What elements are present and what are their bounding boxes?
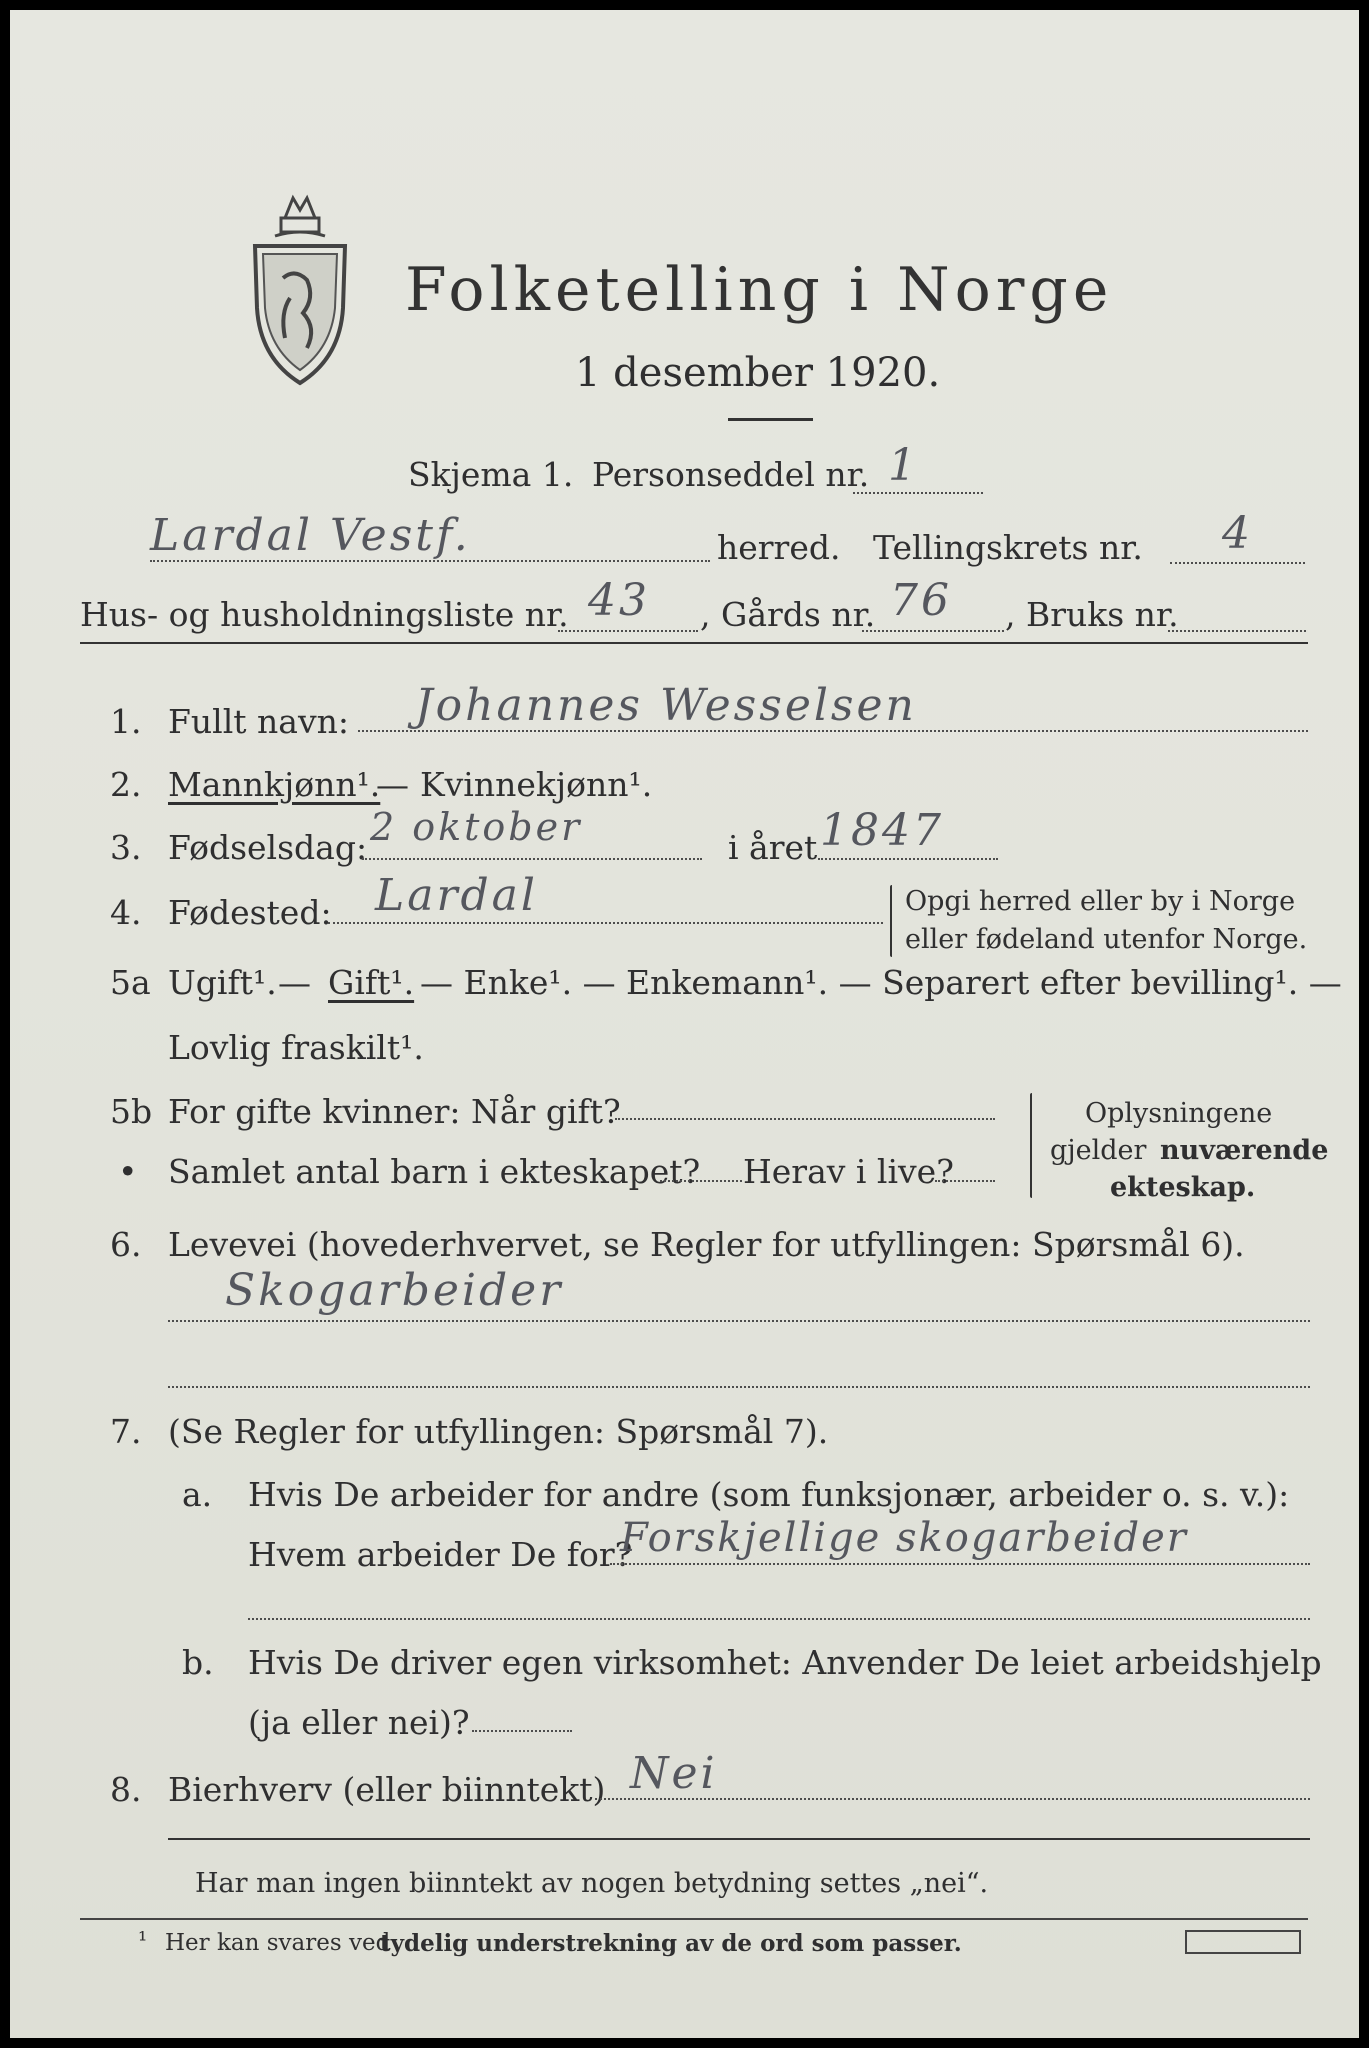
q5b-children-label: Samlet antal barn i ekteskapet? — [168, 1152, 701, 1191]
q2-number: 2. — [110, 765, 142, 804]
q6-label: Levevei (hovederhvervet, se Regler for utfyllingen: Spørsmål 6). — [168, 1225, 1245, 1264]
q5b-note-line2b: nuværende — [1160, 1135, 1329, 1166]
q7-label: (Se Regler for utfyllingen: Spørsmål 7). — [168, 1412, 829, 1451]
tellingskrets-value: 4 — [1222, 508, 1253, 559]
footnote-number: ¹ — [138, 1928, 148, 1954]
q3-year-value: 1847 — [820, 805, 944, 856]
q2-male: Mannkjønn¹. — [168, 765, 381, 804]
coat-of-arms-icon — [245, 188, 355, 388]
printer-mark-icon — [1185, 1930, 1301, 1954]
q4-number: 4. — [110, 893, 142, 932]
q3-year-label: i året — [728, 828, 818, 867]
q3-number: 3. — [110, 828, 142, 867]
q7a-label: Hvis De arbeider for andre (som funksjonær, arbeider o. s. v.): — [248, 1475, 1290, 1514]
q4-note-brace — [890, 885, 892, 957]
q5b-number: 5b — [110, 1092, 153, 1131]
bruks-label: , Bruks nr. — [1005, 595, 1179, 634]
q1-label: Fullt navn: — [168, 702, 349, 741]
q4-note-line2: eller fødeland utenfor Norge. — [905, 924, 1308, 955]
hus-line — [558, 630, 698, 632]
q7-number: 7. — [110, 1412, 142, 1451]
q7b-question: (ja eller nei)? — [248, 1703, 470, 1742]
tellingskrets-line — [1170, 562, 1305, 564]
q5a-number: 5a — [110, 963, 151, 1002]
personseddel-line — [853, 492, 983, 494]
bruks-line — [1168, 630, 1306, 632]
gards-label: , Gårds nr. — [700, 595, 876, 634]
footer-divider — [168, 1838, 1310, 1840]
q7b-letter: b. — [182, 1643, 214, 1682]
q7a-value: Forskjellige skogarbeider — [620, 1515, 1188, 1561]
footnote-text-b: tydelig understrekning av de ord som passer. — [380, 1930, 962, 1957]
q5b-alive-line — [935, 1180, 995, 1182]
footer-note: Har man ingen biinntekt av nogen betydning settes „nei“. — [195, 1868, 989, 1899]
q8-number: 8. — [110, 1770, 142, 1809]
q5a-line2: Lovlig fraskilt¹. — [168, 1028, 424, 1067]
q7a-line — [610, 1563, 1310, 1565]
q5a-rest: — Enke¹. — Enkemann¹. — Separert efter bevilling¹. — — [420, 963, 1342, 1002]
q2-female: Kvinnekjønn¹. — [420, 765, 653, 804]
q5b-bullet: • — [118, 1152, 138, 1191]
q5b-alive-label: Herav i live? — [743, 1152, 954, 1191]
herred-label: herred. — [717, 528, 841, 567]
q5a-gift: Gift¹. — [328, 963, 415, 1002]
q1-number: 1. — [110, 702, 142, 741]
q7b-line — [472, 1730, 572, 1732]
q8-value: Nei — [630, 1748, 718, 1799]
gards-value: 76 — [890, 575, 952, 626]
q4-label: Fødested: — [168, 893, 332, 932]
gards-line — [862, 630, 1004, 632]
q7a-question: Hvem arbeider De for? — [248, 1535, 633, 1574]
q3-label: Fødselsdag: — [168, 828, 368, 867]
hus-value: 43 — [588, 575, 650, 626]
q4-line — [328, 922, 883, 924]
q4-value: Lardal — [375, 870, 538, 921]
tellingskrets-label: Tellingskrets nr. — [873, 528, 1143, 567]
q3-line — [362, 858, 702, 860]
q6-number: 6. — [110, 1225, 142, 1264]
q6-line1 — [168, 1320, 1310, 1322]
herred-value: Lardal Vestf. — [150, 510, 471, 561]
q5a-ugift: Ugift¹. — [168, 963, 277, 1002]
q7b-label: Hvis De driver egen virksomhet: Anvender De leiet arbeidshjelp — [248, 1643, 1322, 1682]
header-divider — [80, 642, 1308, 644]
q4-note-line1: Opgi herred eller by i Norge — [905, 886, 1296, 917]
census-date: 1 desember 1920. — [575, 350, 941, 396]
footnote-text-a: Her kan svares ved — [165, 1930, 391, 1956]
q5b-line — [615, 1118, 995, 1120]
q5b-note-brace — [1030, 1093, 1032, 1198]
hus-label: Hus- og husholdningsliste nr. — [80, 595, 569, 634]
q3-year-line — [818, 858, 998, 860]
q2-separator: — — [376, 765, 409, 804]
q7a-letter: a. — [182, 1475, 213, 1514]
q1-value: Johannes Wesselsen — [415, 680, 917, 731]
personseddel-label: Personseddel nr. — [592, 455, 870, 494]
skjema-label: Skjema 1. — [408, 455, 574, 494]
q7a-line2 — [248, 1618, 1310, 1620]
q3-value: 2 oktober — [370, 805, 583, 849]
q6-line2 — [168, 1386, 1310, 1388]
personseddel-value: 1 — [888, 440, 919, 491]
q5b-note-line3: ekteskap. — [1110, 1172, 1256, 1203]
q8-label: Bierhverv (eller biinntekt) — [168, 1770, 606, 1809]
q5a-dash: — — [278, 963, 311, 1002]
q6-value: Skogarbeider — [225, 1265, 564, 1316]
q5b-note-line1: Oplysningene — [1085, 1098, 1273, 1129]
q5b-label: For gifte kvinner: Når gift? — [168, 1092, 621, 1131]
census-form — [10, 10, 1359, 2038]
footnote-divider — [80, 1918, 1308, 1920]
q5b-note-line2a: gjelder — [1050, 1135, 1147, 1166]
form-title: Folketelling i Norge — [405, 255, 1114, 325]
title-divider — [728, 418, 813, 421]
q5b-children-line — [660, 1180, 742, 1182]
